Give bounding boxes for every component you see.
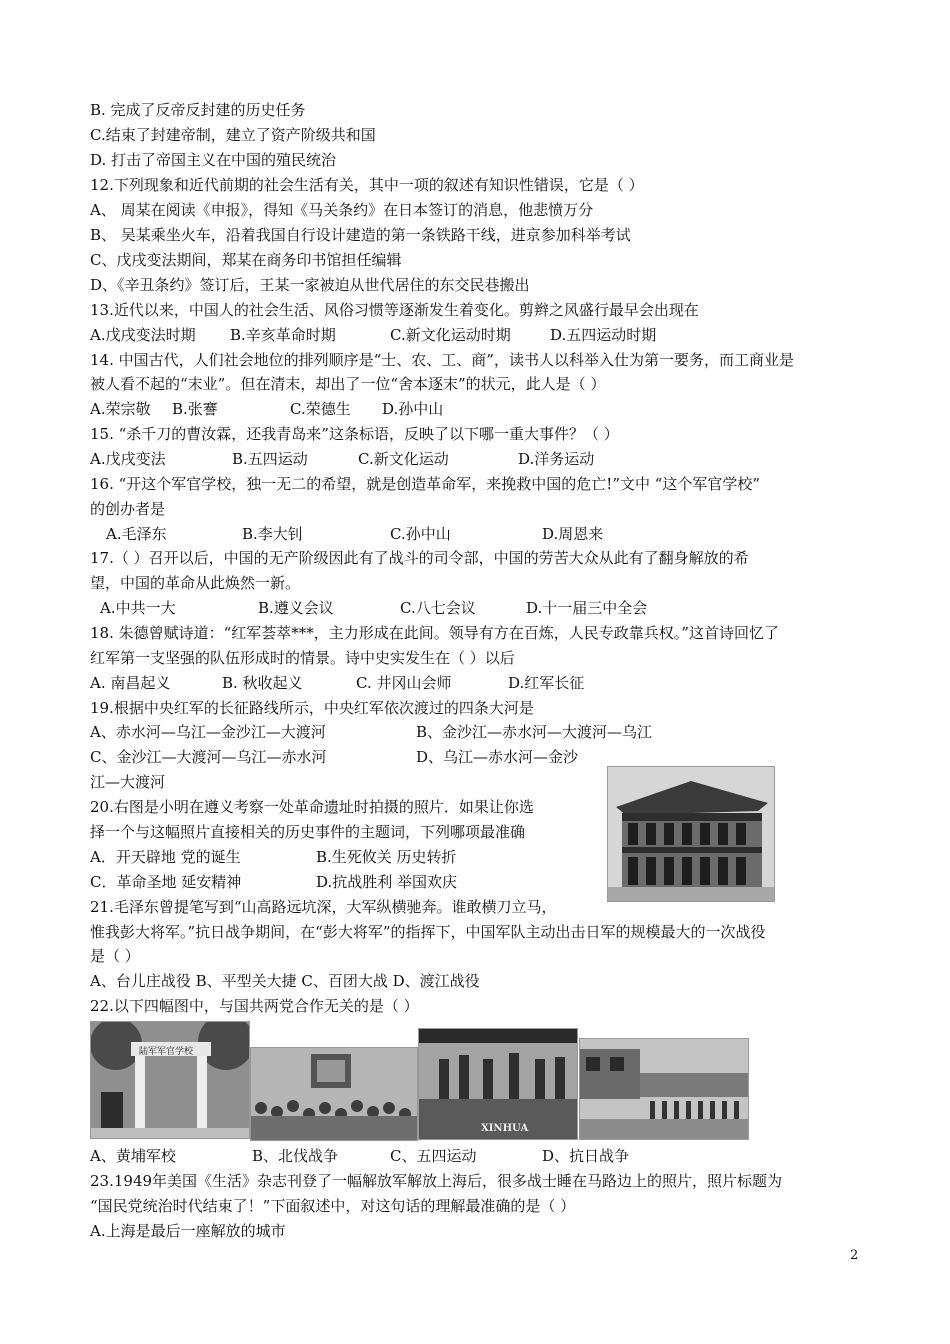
question-line: 择一个与这幅照片直接相关的历史事件的主题词，下列哪项最准确 bbox=[90, 823, 526, 841]
option-line: D. 打击了帝国主义在中国的殖民统治 bbox=[90, 151, 337, 169]
option-c: C．革命圣地 延安精神 bbox=[90, 873, 242, 891]
option-c: C.八七会议 bbox=[400, 599, 476, 617]
option-d: D、乌江—赤水河—金沙 bbox=[416, 748, 579, 766]
option-b: B、北伐战争 bbox=[252, 1147, 339, 1165]
question-line: 望，中国的革命从此焕然一新。 bbox=[90, 574, 301, 592]
question-line: 红军第一支坚强的队伍形成时的情景。诗中史实发生在（ ）以后 bbox=[90, 649, 515, 667]
gate-icon bbox=[91, 1022, 249, 1138]
watermark-text: XINHUA bbox=[481, 1123, 529, 1134]
option-b: B.辛亥革命时期 bbox=[230, 326, 336, 344]
question-line: “国民党统治时代结束了！”下面叙述中，对这句话的理解最准确的是（ ） bbox=[90, 1197, 576, 1215]
option-b: B.五四运动 bbox=[232, 450, 308, 468]
page-number: 2 bbox=[850, 1248, 859, 1263]
crowd-icon bbox=[251, 1048, 417, 1140]
option-a: A、赤水河—乌江—金沙江—大渡河 bbox=[90, 723, 326, 741]
huangpu-gate-photo bbox=[90, 1021, 250, 1139]
question-18: 18. 朱德曾赋诗道：“红军荟萃***，主力形成在此间。领导有方在百炼，人民专政靠兵权。”这首诗回忆了 bbox=[90, 624, 779, 642]
question-12: 12.下列现象和近代前期的社会生活有关，其中一项的叙述有知识性错误，它是（ ） bbox=[90, 176, 644, 194]
question-15: 15. “杀千刀的曹汝霖，还我青岛来”这条标语，反映了以下哪一重大事件？（ ） bbox=[90, 425, 619, 443]
question-16: 16. “开这个军官学校，独一无二的希望，就是创造革命军，来挽救中国的危亡!”文中 “这个军官学校” bbox=[90, 475, 761, 493]
option-b: B. 秋收起义 bbox=[222, 674, 303, 692]
option-a: A.中共一大 bbox=[100, 599, 176, 617]
option-d: D、抗日战争 bbox=[542, 1147, 630, 1165]
question-line: 被人看不起的“末业”。但在清末，却出了一位“舍本逐末”的状元，此人是（ ） bbox=[90, 375, 606, 393]
option-b: B.张謇 bbox=[172, 400, 218, 418]
option-d: D.五四运动时期 bbox=[550, 326, 657, 344]
question-21: 21.毛泽东曾提笔写到“山高路远坑深，大军纵横驰奔。谁敢横刀立马， bbox=[90, 898, 557, 916]
question-14: 14. 中国古代，人们社会地位的排列顺序是“士、农、工、商”，读书人以科举入仕为第一要务，而工商业是 bbox=[90, 351, 794, 369]
option-line: C、戊戌变法期间，郑某在商务印书馆担任编辑 bbox=[90, 251, 402, 269]
option-a: A.荣宗敬 bbox=[90, 400, 151, 418]
option-a: A.戊戌变法时期 bbox=[90, 326, 196, 344]
option-a: A．开天辟地 党的诞生 bbox=[90, 848, 241, 866]
gate-sign-text: 陆军军官学校 bbox=[139, 1047, 194, 1057]
question-13: 13.近代以来，中国人的社会生活、风俗习惯等逐渐发生着变化。剪辫之风盛行最早会出现在 bbox=[90, 301, 699, 319]
zunyi-building-photo bbox=[607, 766, 775, 902]
option-d: D.孙中山 bbox=[382, 400, 444, 418]
option-d: D.周恩来 bbox=[542, 525, 604, 543]
option-c: C.新文化运动 bbox=[358, 450, 449, 468]
option-c: C.孙中山 bbox=[390, 525, 451, 543]
option-d: D.抗战胜利 举国欢庆 bbox=[316, 873, 458, 891]
option-a: A、黄埔军校 bbox=[90, 1147, 176, 1165]
option-d: D.十一届三中全会 bbox=[526, 599, 648, 617]
option-d: D.红军长征 bbox=[508, 674, 585, 692]
option-b: B.李大钊 bbox=[242, 525, 303, 543]
option-line: 江—大渡河 bbox=[90, 773, 166, 791]
wusi-photo bbox=[418, 1028, 578, 1140]
troops-icon bbox=[580, 1039, 748, 1139]
option-b: B.遵义会议 bbox=[258, 599, 334, 617]
option-b: B、金沙江—赤水河—大渡河—乌江 bbox=[416, 723, 653, 741]
option-a: A.毛泽东 bbox=[106, 525, 167, 543]
option-c: C.新文化运动时期 bbox=[390, 326, 511, 344]
option-c: C.荣德生 bbox=[290, 400, 351, 418]
option-line: A.上海是最后一座解放的城市 bbox=[90, 1222, 286, 1240]
option-line: B. 完成了反帝反封建的历史任务 bbox=[90, 101, 306, 119]
question-20: 20.右图是小明在遵义考察一处革命遗址时拍摄的照片．如果让你选 bbox=[90, 798, 534, 816]
question-23: 23.1949年美国《生活》杂志刊登了一幅解放军解放上海后，很多战士睡在马路边上的照片，照片标题为 bbox=[90, 1172, 783, 1190]
option-line: C.结束了封建帝制，建立了资产阶级共和国 bbox=[90, 126, 376, 144]
kangri-photo bbox=[579, 1038, 749, 1140]
option-line: A、台儿庄战役 B、平型关大捷 C、百团大战 D、渡江战役 bbox=[90, 972, 480, 990]
question-17: 17.（ ）召开以后，中国的无产阶级因此有了战斗的司令部，中国的劳苦大众从此有了翻身解放的希 bbox=[90, 549, 749, 567]
question-line: 惟我彭大将军。”抗日战争期间，在“彭大将军”的指挥下，中国军队主动出击日军的规模最大的一次战役 bbox=[90, 923, 766, 941]
option-c: C、五四运动 bbox=[390, 1147, 477, 1165]
beifa-photo bbox=[250, 1047, 418, 1141]
option-b: B.生死攸关 历史转折 bbox=[316, 848, 457, 866]
option-d: D.洋务运动 bbox=[518, 450, 595, 468]
option-c: C、金沙江—大渡河—乌江—赤水河 bbox=[90, 748, 327, 766]
option-line: D、《辛丑条约》签订后，王某一家被迫从世代居住的东交民巷搬出 bbox=[90, 276, 530, 294]
question-19: 19.根据中央红军的长征路线所示，中央红军依次渡过的四条大河是 bbox=[90, 699, 534, 717]
question-line: 的创办者是 bbox=[90, 500, 166, 518]
option-a: A. 南昌起义 bbox=[90, 674, 171, 692]
question-22: 22.以下四幅图中，与国共两党合作无关的是（ ） bbox=[90, 997, 419, 1015]
option-line: B、 吴某乘坐火车，沿着我国自行设计建造的第一条铁路干线，进京参加科举考试 bbox=[90, 226, 631, 244]
question-line: 是（ ） bbox=[90, 947, 140, 965]
option-c: C. 井冈山会师 bbox=[356, 674, 452, 692]
option-a: A.戊戌变法 bbox=[90, 450, 166, 468]
building-icon bbox=[608, 767, 774, 901]
option-line: A、 周某在阅读《申报》，得知《马关条约》在日本签订的消息，他悲愤万分 bbox=[90, 201, 594, 219]
